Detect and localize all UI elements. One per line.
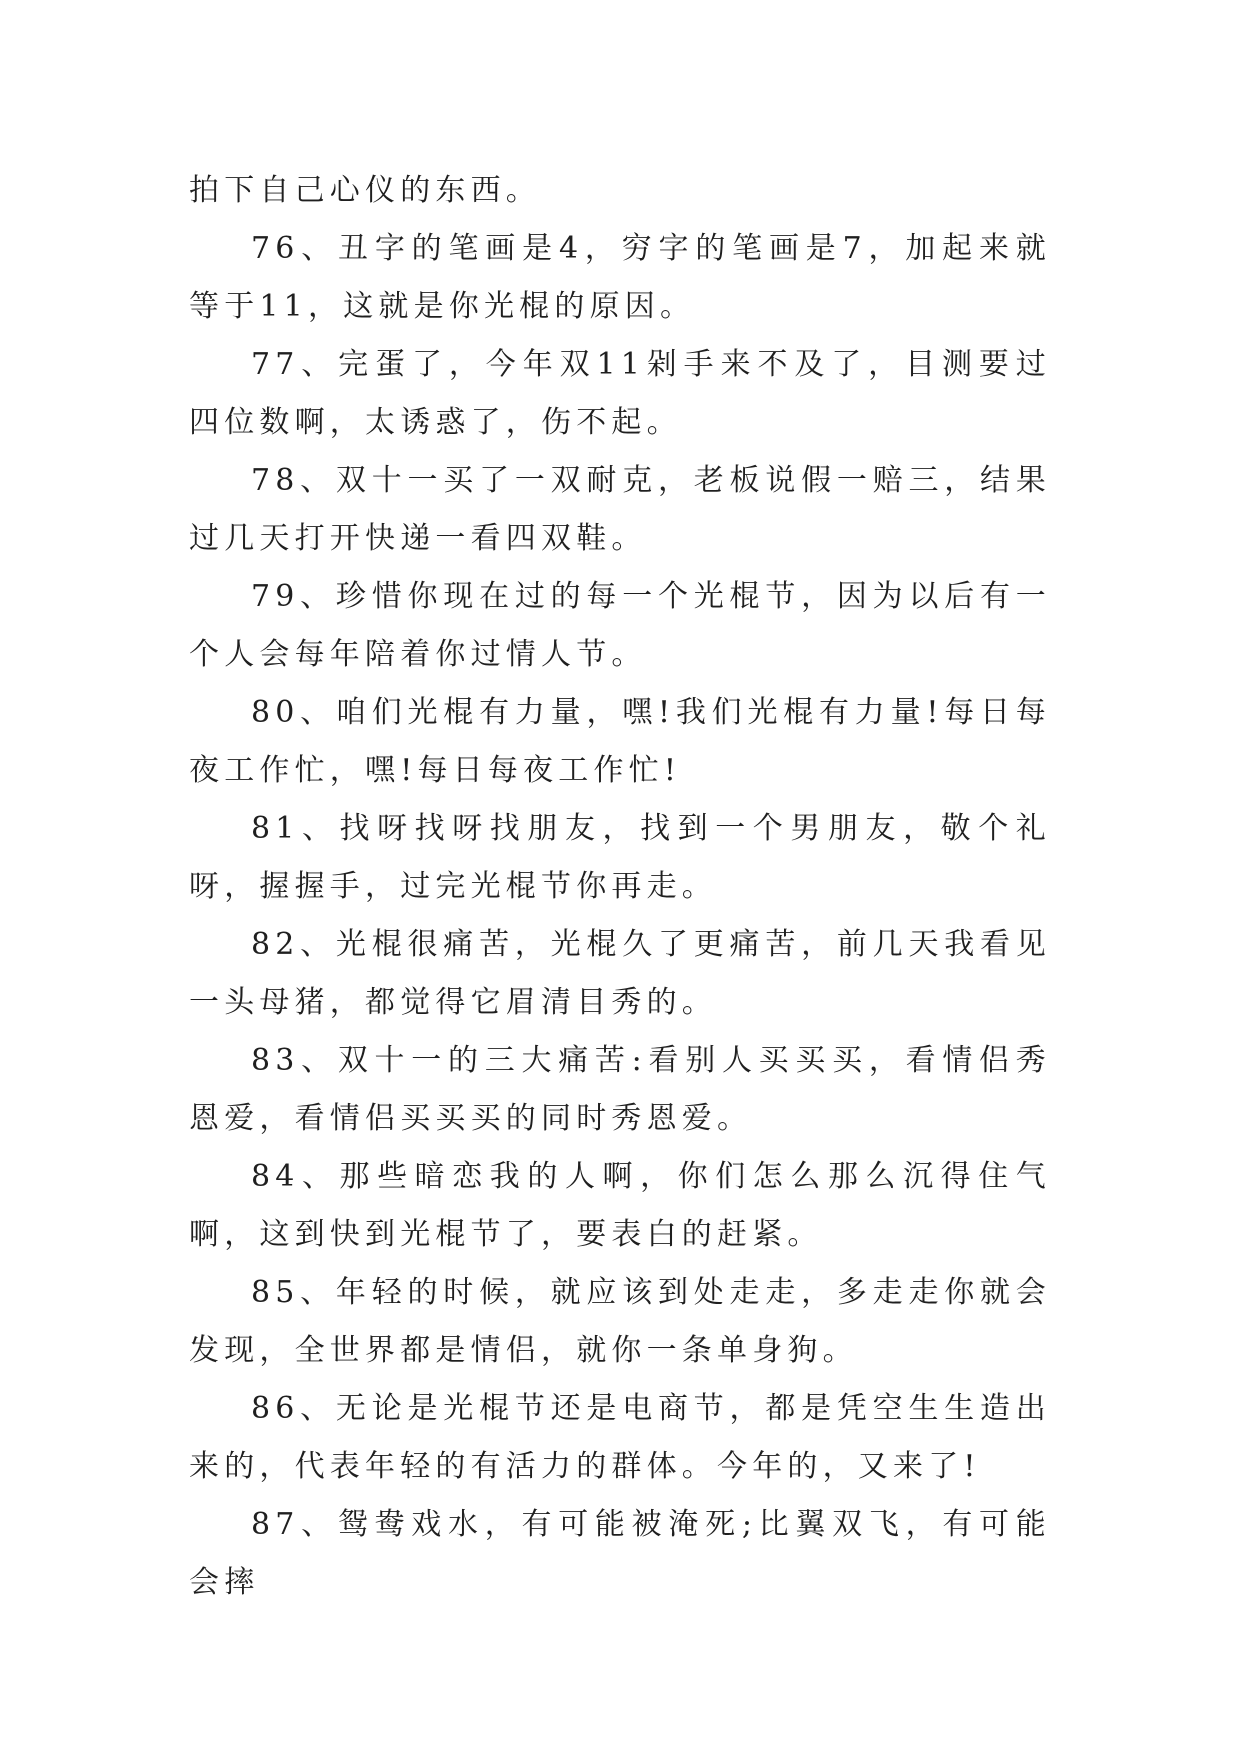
paragraph-76: 76、丑字的笔画是4，穷字的笔画是7，加起来就等于11，这就是你光棍的原因。	[189, 231, 1051, 324]
paragraph-79: 79、珍惜你现在过的每一个光棍节，因为以后有一个人会每年陪着你过情人节。	[189, 579, 1051, 672]
paragraph-84: 84、那些暗恋我的人啊，你们怎么那么沉得住气啊，这到快到光棍节了，要表白的赶紧。	[189, 1159, 1051, 1252]
document-body	[189, 162, 1051, 1612]
paragraph-83: 83、双十一的三大痛苦:看别人买买买，看情侣秀恩爱，看情侣买买买的同时秀恩爱。	[189, 1043, 1051, 1136]
paragraph-87: 87、鸳鸯戏水，有可能被淹死;比翼双飞，有可能会摔	[189, 1507, 1051, 1600]
paragraph-80: 80、咱们光棍有力量，嘿!我们光棍有力量!每日每夜工作忙，嘿!每日每夜工作忙!	[189, 695, 1051, 788]
paragraph-85: 85、年轻的时候，就应该到处走走，多走走你就会发现，全世界都是情侣，就你一条单身狗。	[189, 1275, 1051, 1368]
paragraph-81: 81、找呀找呀找朋友，找到一个男朋友，敬个礼呀，握握手，过完光棍节你再走。	[189, 811, 1051, 904]
paragraph-continuation: 拍下自己心仪的东西。	[189, 173, 541, 208]
paragraph-86: 86、无论是光棍节还是电商节，都是凭空生生造出来的，代表年轻的有活力的群体。今年的，又来了!	[189, 1391, 1051, 1484]
paragraph-78: 78、双十一买了一双耐克，老板说假一赔三，结果过几天打开快递一看四双鞋。	[189, 463, 1051, 556]
paragraph-77: 77、完蛋了，今年双11剁手来不及了，目测要过四位数啊，太诱惑了，伤不起。	[189, 347, 1051, 440]
paragraph-82: 82、光棍很痛苦，光棍久了更痛苦，前几天我看见一头母猪，都觉得它眉清目秀的。	[189, 927, 1051, 1020]
